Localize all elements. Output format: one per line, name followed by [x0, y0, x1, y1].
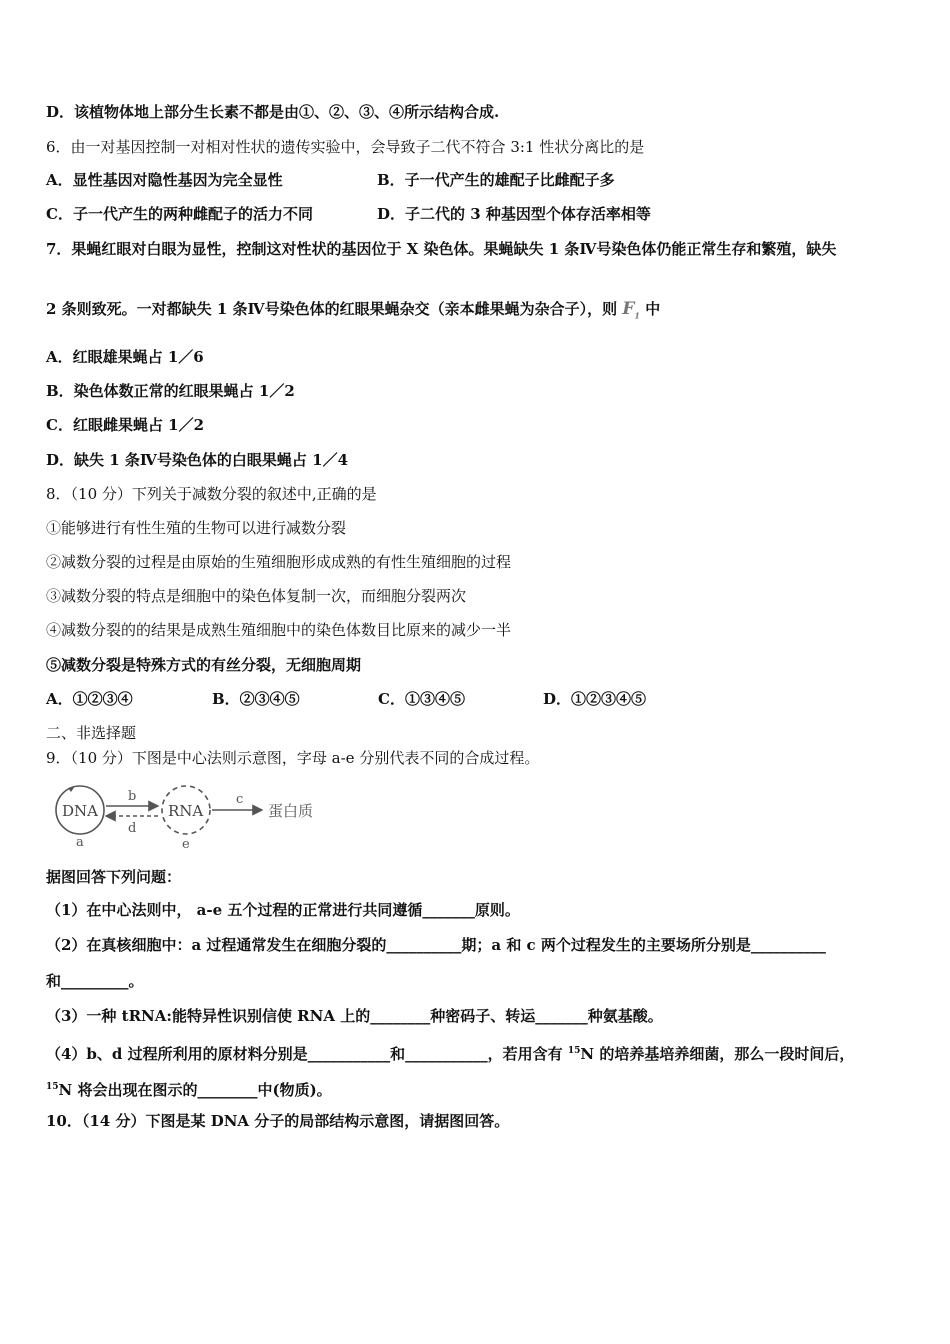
- q8-stem: 8．（10 分）下列关于减数分裂的叙述中,正确的是: [46, 485, 377, 503]
- q6-option-a: A．显性基因对隐性基因为完全显性: [46, 171, 283, 189]
- q9-part4-line1: [46, 1041, 854, 1064]
- q8-statement-2: ②减数分裂的过程是由原始的生殖细胞形成成熟的有性生殖细胞的过程: [46, 553, 512, 571]
- q6-option-c: C．子一代产生的两种雌配子的活力不同: [46, 205, 313, 223]
- q5-option-d: D．该植物体地上部分生长素不都是由①、②、③、④所示结构合成.: [46, 103, 500, 121]
- isotope-mark: 15: [46, 1082, 59, 1092]
- isotope-mark: 15: [567, 1046, 581, 1056]
- q9-stem: 9．（10 分）下图是中心法则示意图，字母 a-e 分别代表不同的合成过程。: [46, 749, 540, 767]
- q7-option-a: A．红眼雄果蝇占 1／6: [46, 348, 204, 366]
- q9-part3: （3）一种 tRNA:能特异性识别信使 RNA 上的________种密码子、转运_______种氨基酸。: [46, 1007, 663, 1025]
- q7-stem-tail: 中: [645, 300, 661, 318]
- q9-part2-line2: 和_________。: [46, 972, 144, 990]
- q8-statement-5: ⑤减数分裂是特殊方式的有丝分裂，无细胞周期: [46, 656, 362, 674]
- rna-label: RNA: [168, 802, 204, 820]
- q9-part4-line2: [46, 1077, 332, 1100]
- label-c: c: [236, 792, 244, 807]
- q8-option-d: D．①②③④⑤: [543, 690, 647, 708]
- q9-part4-text-end: N 将会出现在图示的________中(物质)。: [58, 1081, 332, 1099]
- q6-option-b: B．子一代产生的雄配子比雌配子多: [377, 171, 615, 189]
- q9-prompt: 据图回答下列问题：: [46, 868, 182, 886]
- q10-stem: 10．（14 分）下图是某 DNA 分子的局部结构示意图，请据图回答。: [46, 1112, 510, 1130]
- q6-stem: 6．由一对基因控制一对相对性状的遗传实验中，会导致子二代不符合 3:1 性状分离比的是: [46, 138, 645, 156]
- q8-statement-1: ①能够进行有性生殖的生物可以进行减数分裂: [46, 519, 347, 537]
- q8-option-c: C．①③④⑤: [378, 690, 465, 708]
- q9-part4-text: （4）b、d 过程所利用的原材料分别是___________和___________，若用含有: [46, 1045, 568, 1063]
- label-a: a: [76, 835, 84, 850]
- label-e: e: [182, 837, 190, 852]
- q8-statement-4: ④减数分裂的的结果是成熟生殖细胞中的染色体数目比原来的减少一半: [46, 621, 512, 639]
- q8-option-b: B．②③④⑤: [212, 690, 300, 708]
- q8-option-a: A．①②③④: [46, 690, 133, 708]
- q7-option-c: C．红眼雌果蝇占 1／2: [46, 416, 205, 434]
- section-title: 二、非选择题: [46, 724, 137, 742]
- label-b: b: [128, 789, 137, 804]
- q9-part1: （1）在中心法则中， a-e 五个过程的正常进行共同遵循_______原则。: [46, 901, 520, 919]
- q7-option-d: D．缺失 1 条Ⅳ号染色体的白眼果蝇占 1／4: [46, 451, 349, 469]
- q7-stem-line2: [46, 299, 660, 325]
- protein-label: 蛋白质: [268, 802, 314, 820]
- q8-statement-3: ③减数分裂的特点是细胞中的染色体复制一次，而细胞分裂两次: [46, 587, 467, 605]
- central-dogma-diagram: [46, 776, 346, 852]
- f1-symbol: $F_1$: [622, 299, 640, 321]
- q7-option-b: B．染色体数正常的红眼果蝇占 1／2: [46, 382, 295, 400]
- q9-part2-line1: （2）在真核细胞中：a 过程通常发生在细胞分裂的__________期；a 和 c 两个过程发生的主要场所分别是__________: [46, 936, 826, 954]
- q7-stem-text: 2 条则致死。一对都缺失 1 条Ⅳ号染色体的红眼果蝇杂交（亲本雌果蝇为杂合子），则: [46, 300, 618, 318]
- q7-stem-line1: 7．果蝇红眼对白眼为显性，控制这对性状的基因位于 X 染色体。果蝇缺失 1 条Ⅳ号染色体仍能正常生存和繁殖，缺失: [46, 240, 837, 258]
- label-d: d: [128, 821, 137, 836]
- q6-option-d: D．子二代的 3 种基因型个体存活率相等: [377, 205, 651, 223]
- q9-part4-text-cont: N 的培养基培养细菌，那么一段时间后，: [580, 1045, 855, 1063]
- dna-label: DNA: [62, 802, 98, 820]
